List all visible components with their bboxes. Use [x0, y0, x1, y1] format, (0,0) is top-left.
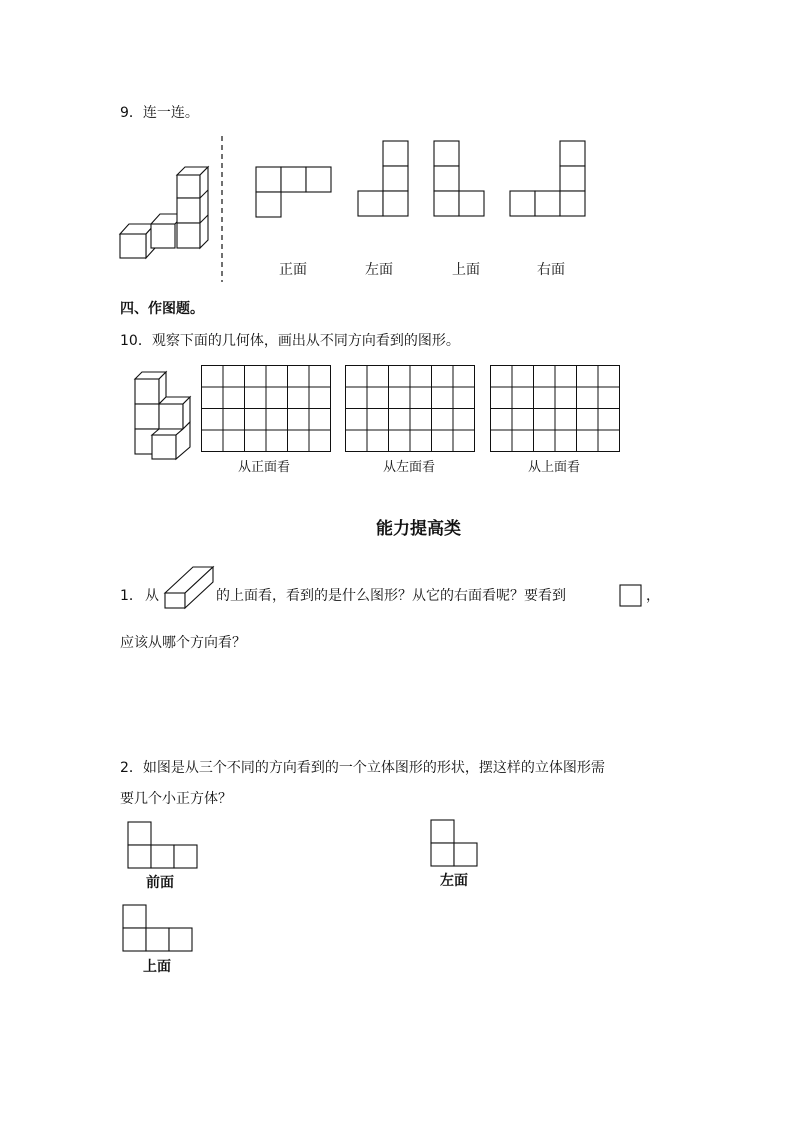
p1-text-main: 的上面看，看到的是什么图形？从它的右面看呢？要看到 [216, 588, 566, 604]
q10-grid-front [201, 365, 332, 453]
p1-square-figure [619, 584, 643, 608]
q9-view-shape-1 [255, 166, 335, 220]
section-4-title: 四、作图题。 [120, 301, 204, 317]
p2-label-left: 左面 [440, 873, 468, 889]
q10-grid-left [345, 365, 476, 453]
section-title-ability: 能力提高类 [376, 519, 461, 539]
q9-view-label-top: 上面 [452, 262, 480, 278]
p2-text-line-2: 要几个小正方体？ [120, 791, 232, 807]
q9-view-shape-4 [509, 140, 591, 220]
p2-top-view [122, 904, 196, 954]
p2-label-front: 前面 [146, 875, 174, 891]
q10-cube-figure [130, 370, 196, 462]
q9-label: 9．连一连。 [120, 105, 199, 121]
p1-text-second-line: 应该从哪个方向看？ [120, 635, 246, 651]
q10-label: 10．观察下面的几何体，画出从不同方向看到的图形。 [120, 333, 460, 349]
p2-front-view [127, 821, 201, 871]
q9-view-shape-3 [433, 140, 489, 220]
p2-left-view [430, 819, 482, 869]
p1-text-from: 从 [145, 588, 159, 604]
p2-text-line-1: 2．如图是从三个不同的方向看到的一个立体图形的形状，摆这样的立体图形需 [120, 760, 605, 776]
q9-view-label-right: 右面 [537, 262, 565, 278]
q10-grid-top [490, 365, 621, 453]
q9-dashed-divider [220, 136, 224, 282]
p1-text-comma: ， [646, 588, 660, 604]
q10-caption-front: 从正面看 [238, 460, 291, 475]
q9-view-label-left: 左面 [365, 262, 393, 278]
p1-cuboid-figure [163, 565, 215, 611]
q9-cube-figure [115, 165, 215, 260]
q9-view-shape-2 [357, 140, 413, 220]
q10-caption-left: 从左面看 [383, 460, 436, 475]
p1-number: 1． [120, 588, 143, 604]
q9-view-label-front: 正面 [279, 262, 307, 278]
q10-caption-top: 从上面看 [528, 460, 581, 475]
p2-label-top: 上面 [143, 959, 171, 975]
